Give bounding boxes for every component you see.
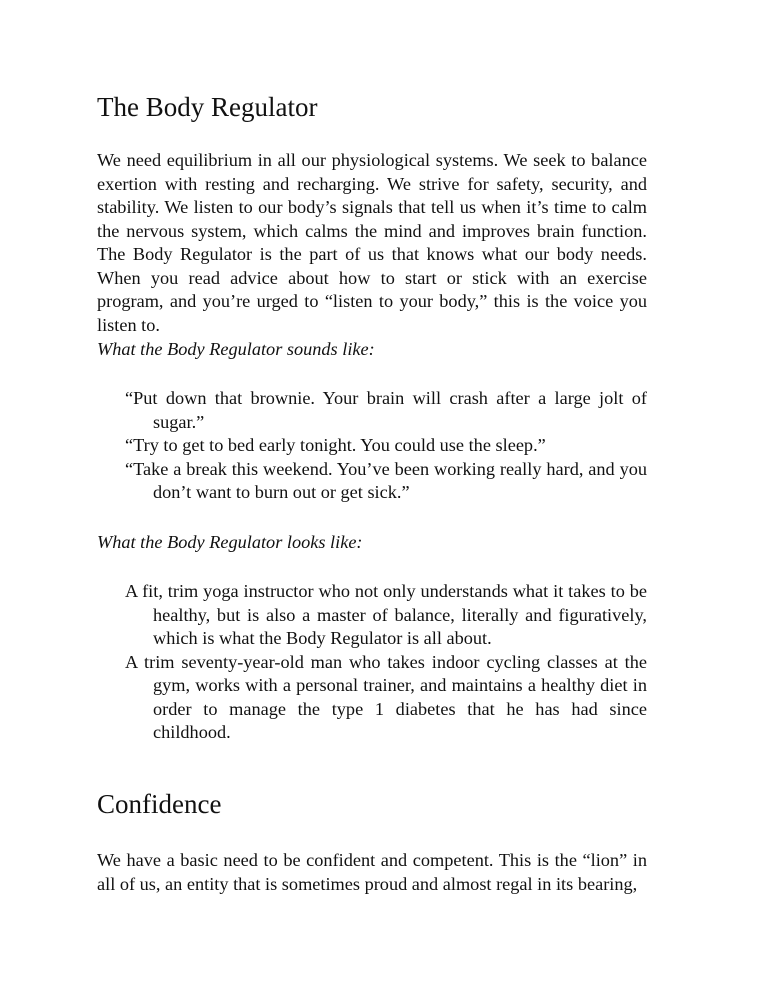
sounds-like-list <box>125 387 647 505</box>
body-regulator-paragraph: We need equilibrium in all our physiological systems. We seek to balance exertion with resting and recharging. We strive for safety, security, and stability. We listen to our body’s signals that tell us when it’s time to calm the nervous system, which calms the mind and improves brain function. The Body Regulator is the part of us that knows what our body needs. When you read advice about how to start or stick with an exercise program, and you’re urged to “listen to your body,” this is the voice you listen to. <box>97 150 647 335</box>
sounds-like-item: “Take a break this weekend. You’ve been working really hard, and you don’t want to burn out or get sick.” <box>125 458 647 502</box>
confidence-paragraph: We have a basic need to be confident and competent. This is the “lion” in all of us, an entity that is sometimes proud and almost regal in its bearing, <box>97 850 647 894</box>
sounds-like-item: “Put down that brownie. Your brain will crash after a large jolt of sugar.” <box>125 388 647 432</box>
looks-like-list <box>125 580 647 745</box>
section-heading-body-regulator: The Body Regulator <box>97 92 318 122</box>
looks-like-lead: What the Body Regulator looks like: <box>97 532 363 552</box>
sounds-like-item: “Try to get to bed early tonight. You could use the sleep.” <box>125 435 546 455</box>
looks-like-item: A fit, trim yoga instructor who not only understands what it takes to be healthy, but is also a master of balance, literally and figuratively, which is what the Body Regulator is all about. <box>125 581 647 648</box>
section-heading-confidence: Confidence <box>97 789 222 819</box>
looks-like-item: A trim seventy-year-old man who takes indoor cycling classes at the gym, works with a personal trainer, and maintains a healthy diet in order to manage the type 1 diabetes that he has had since childhood. <box>125 651 647 742</box>
sounds-like-lead: What the Body Regulator sounds like: <box>97 339 375 359</box>
